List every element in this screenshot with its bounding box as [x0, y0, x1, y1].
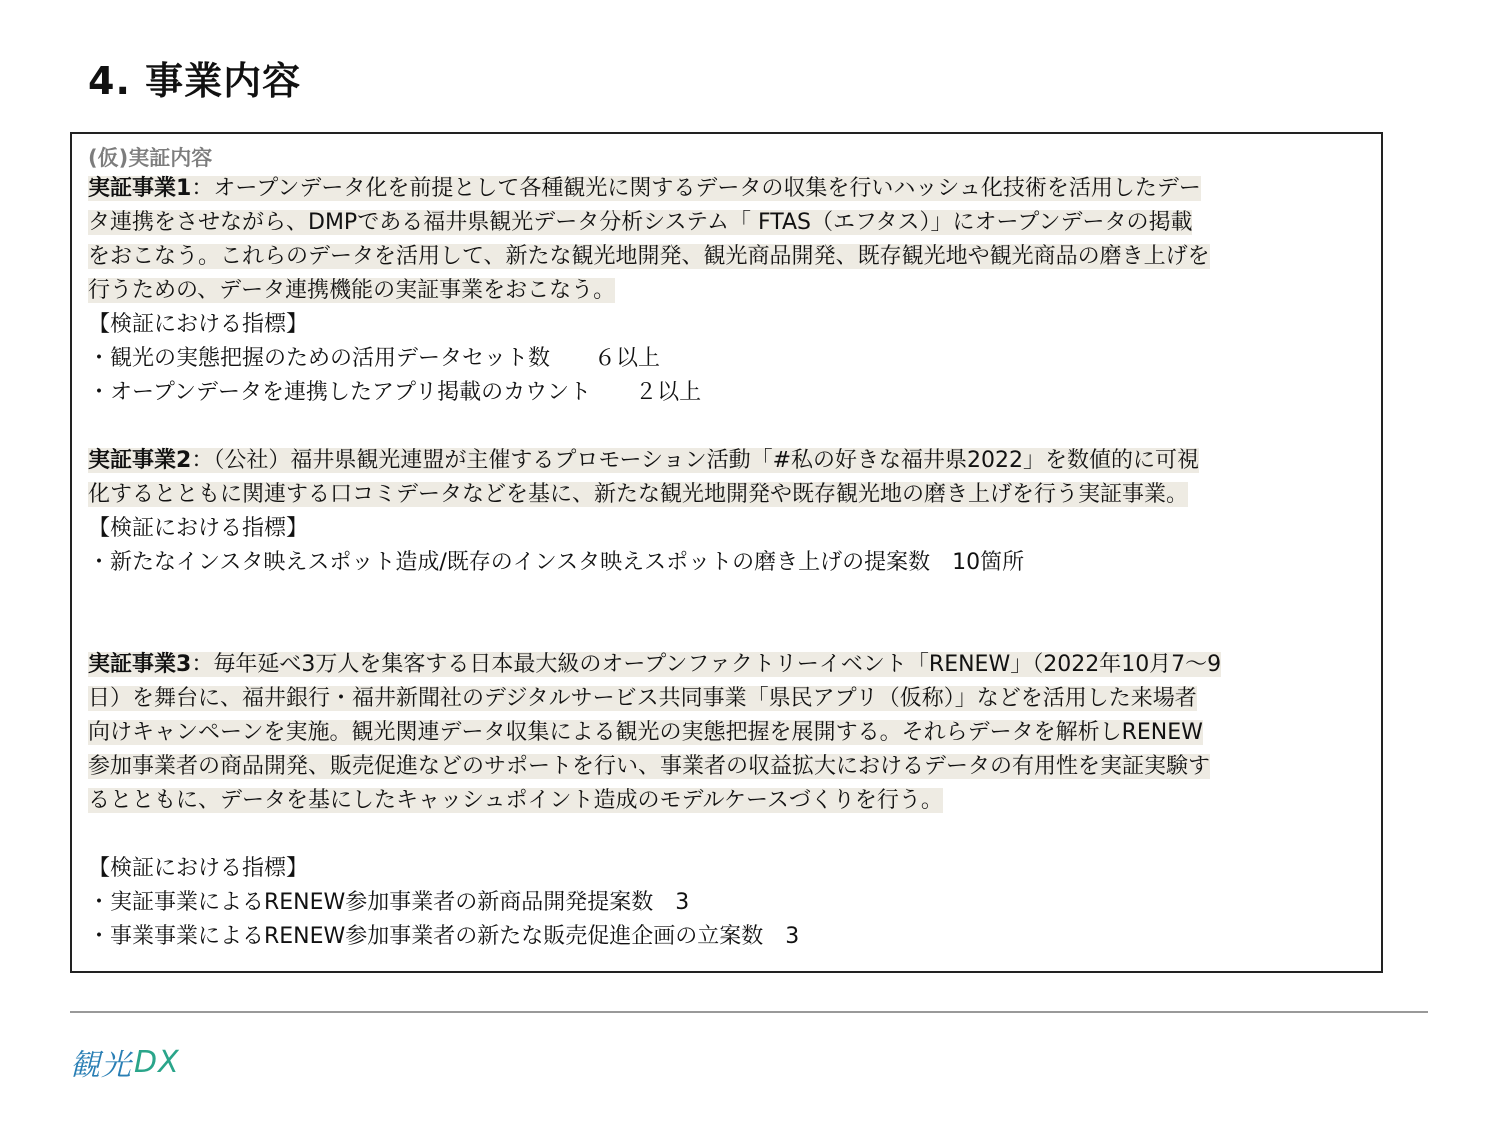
project1-line: タ連携をさせながら、DMPである福井県観光データ分析システム「 FTAS（エフタス）」にオープンデータの掲載 [88, 210, 1193, 235]
project3-metrics-heading: 【検証における指標】 [88, 856, 309, 881]
logo-dx: DX [134, 1044, 180, 1080]
project1-description [88, 172, 1368, 308]
spacer [88, 818, 1368, 852]
project2-metrics-heading: 【検証における指標】 [88, 516, 309, 541]
logo-kanji: 観光 [70, 1048, 132, 1083]
project3-line: るとともに、データを基にしたキャッシュポイント造成のモデルケースづくりを行う。 [88, 788, 943, 813]
project1-line: 実証事業1：オープンデータ化を前提として各種観光に関するデータの収集を行いハッシュ化技術を活用したデー [88, 176, 1201, 201]
page-title: 4. 事業内容 [88, 59, 302, 103]
project1-heading: 実証事業1 [88, 176, 192, 201]
project2-line: 化するとともに関連する口コミデータなどを基に、新たな観光地開発や既存観光地の磨き上げを行う実証事業。 [88, 482, 1189, 507]
brand-logo [70, 1040, 180, 1084]
project1-metric: ・観光の実態把握のための活用データセット数 ６以上 [88, 346, 661, 371]
project2-heading: 実証事業2 [88, 448, 192, 473]
box-label: (仮)実証内容 [88, 146, 213, 170]
project3-line: 実証事業3：毎年延べ3万人を集客する日本最大級のオープンファクトリーイベント「RENEW」（2022年10月7〜9 [88, 652, 1222, 677]
project2-metric: ・新たなインスタ映えスポット造成/既存のインスタ映えスポットの磨き上げの提案数 10箇所 [88, 550, 1025, 575]
spacer [88, 580, 1368, 648]
project3-description [88, 648, 1368, 818]
project3-sep: ： [191, 652, 214, 677]
content-box [70, 132, 1383, 973]
project1-metrics-heading: 【検証における指標】 [88, 312, 309, 337]
project3-heading: 実証事業3 [88, 652, 192, 677]
project1-line: 行うための、データ連携機能の実証事業をおこなう。 [88, 278, 616, 303]
project3-metric: ・事業事業によるRENEW参加事業者の新たな販売促進企画の立案数 3 [88, 924, 800, 949]
project3-line: 日）を舞台に、福井銀行・福井新聞社のデジタルサービス共同事業「県民アプリ（仮称）」などを活用した来場者 [88, 686, 1197, 711]
spacer [88, 410, 1368, 444]
project1-sep: ： [191, 176, 214, 201]
project2-sep: ： [191, 448, 214, 473]
project2-description [88, 444, 1368, 512]
project3-line: 向けキャンペーンを実施。観光関連データ収集による観光の実態把握を展開する。それらデータを解析しRENEW [88, 720, 1203, 745]
project3-metric: ・実証事業によるRENEW参加事業者の新商品開発提案数 3 [88, 890, 690, 915]
project1-metric: ・オープンデータを連携したアプリ掲載のカウント ２以上 [88, 380, 702, 405]
content-inner [88, 144, 1368, 954]
project2-line: 実証事業2：（公社）福井県観光連盟が主催するプロモーション活動「#私の好きな福井県2022」を数値的に可視 [88, 448, 1199, 473]
footer-divider [70, 1011, 1428, 1013]
project3-line: 参加事業者の商品開発、販売促進などのサポートを行い、事業者の収益拡大におけるデータの有用性を実証実験す [88, 754, 1211, 779]
project1-line: をおこなう。これらのデータを活用して、新たな観光地開発、観光商品開発、既存観光地や観光商品の磨き上げを [88, 244, 1210, 269]
